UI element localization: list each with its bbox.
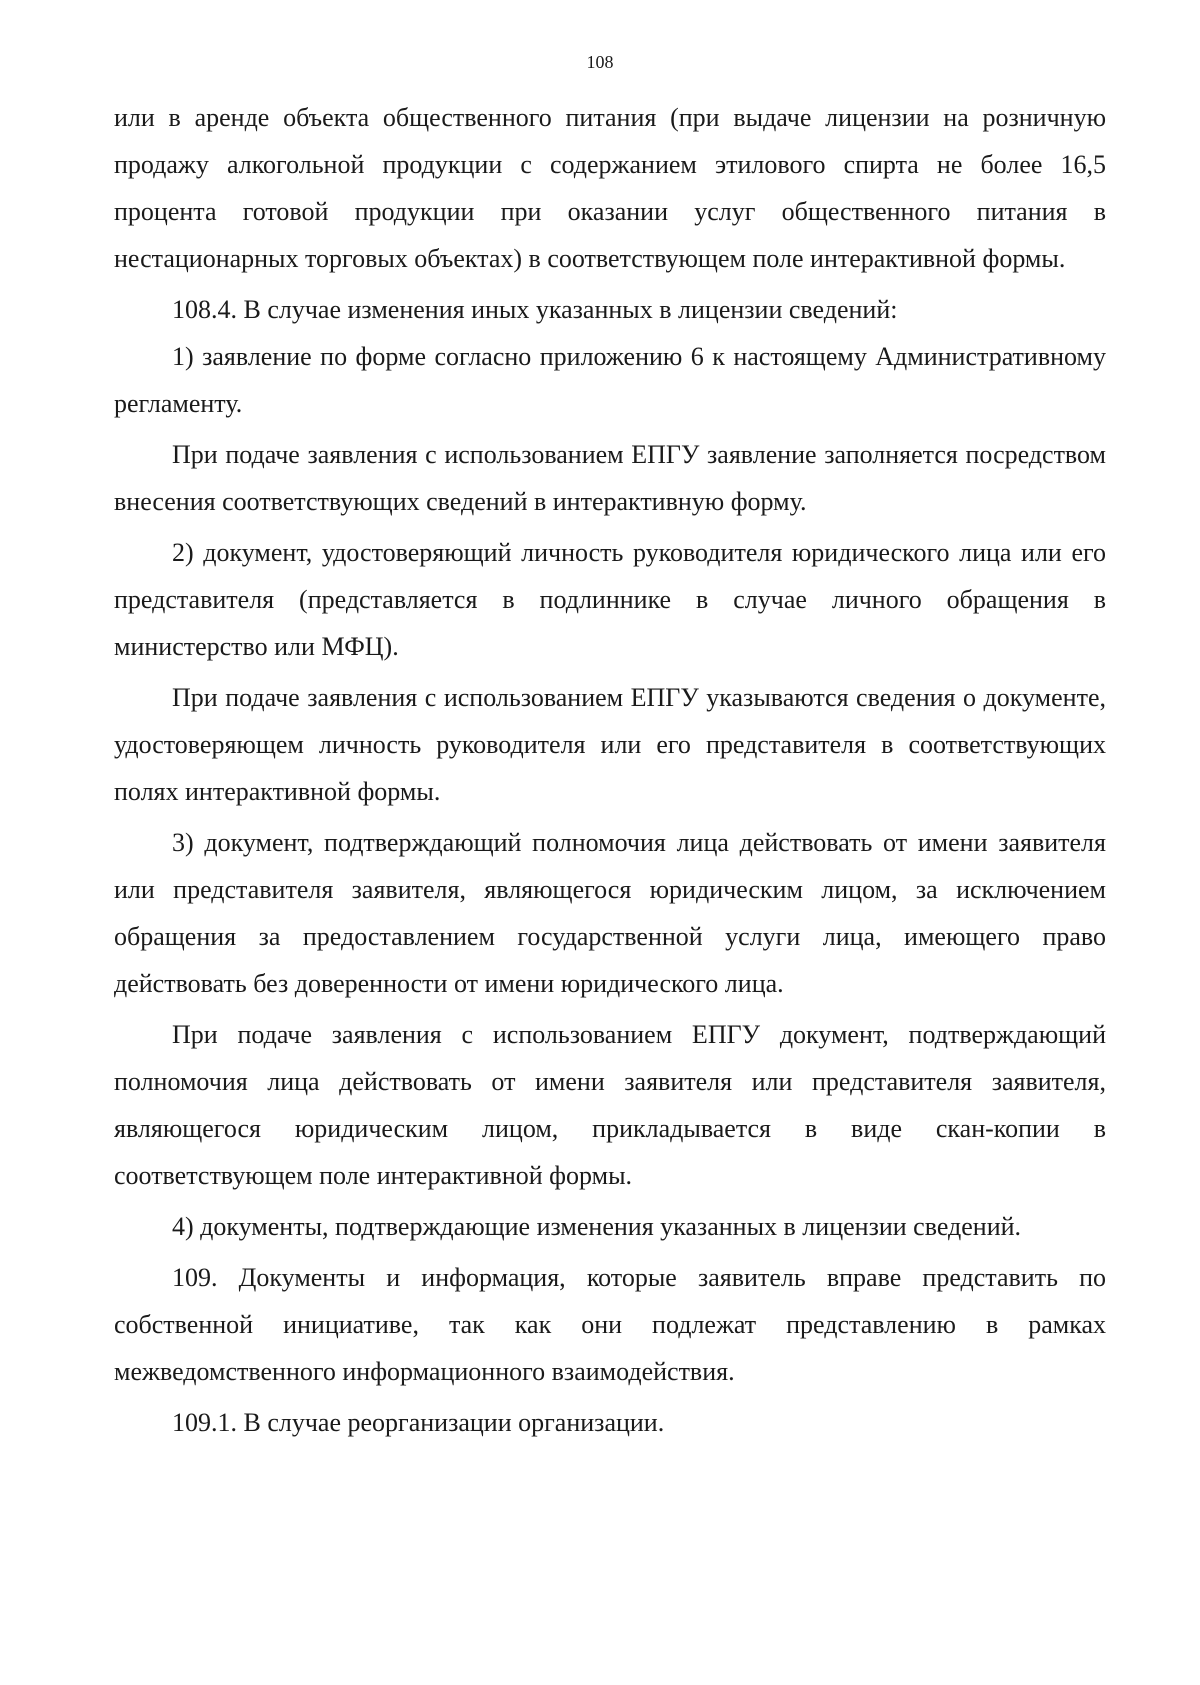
paragraph-109: 109. Документы и информация, которые заявитель вправе представить по собственной инициативе, так как они подлежат представлению в рамках межведомственного информационного взаимодействия. — [114, 1263, 1106, 1386]
paragraph-continuation: или в аренде объекта общественного питания (при выдаче лицензии на розничную продажу алкогольной продукции с содержанием этилового спирта не более 16,5 процента готовой продукции при оказании услуг общественного питания в нестационарных торговых объектах) в соответствующем поле интерактивной формы. — [114, 103, 1106, 273]
page-number: 108 — [586, 52, 614, 72]
paragraph-item-4: 4) документы, подтверждающие изменения указанных в лицензии сведений. — [172, 1212, 1022, 1241]
paragraph-item-3: 3) документ, подтверждающий полномочия лица действовать от имени заявителя или представителя заявителя, являющегося юридическим лицом, за исключением обращения за предоставлением государственной услуги лица, имеющего право действовать без доверенности от имени юридического лица. — [114, 828, 1106, 998]
paragraph-109-1: 109.1. В случае реорганизации организации. — [172, 1408, 665, 1437]
paragraph-108-4: 108.4. В случае изменения иных указанных в лицензии сведений: — [172, 295, 898, 324]
paragraph-epgu-application: При подаче заявления с использованием ЕПГУ заявление заполняется посредством внесения соответствующих сведений в интерактивную форму. — [114, 440, 1106, 516]
document-body — [114, 94, 1106, 1446]
paragraph-item-2: 2) документ, удостоверяющий личность руководителя юридического лица или его представителя (представляется в подлиннике в случае личного обращения в министерство или МФЦ). — [114, 538, 1106, 661]
paragraph-epgu-identity: При подаче заявления с использованием ЕПГУ указываются сведения о документе, удостоверяющем личность руководителя или его представителя в соответствующих полях интерактивной формы. — [114, 683, 1106, 806]
paragraph-item-1: 1) заявление по форме согласно приложению 6 к настоящему Административному регламенту. — [114, 342, 1106, 418]
paragraph-epgu-authority: При подаче заявления с использованием ЕПГУ документ, подтверждающий полномочия лица действовать от имени заявителя или представителя заявителя, являющегося юридическим лицом, прикладывается в виде скан-копии в соответствующем поле интерактивной формы. — [114, 1020, 1106, 1190]
